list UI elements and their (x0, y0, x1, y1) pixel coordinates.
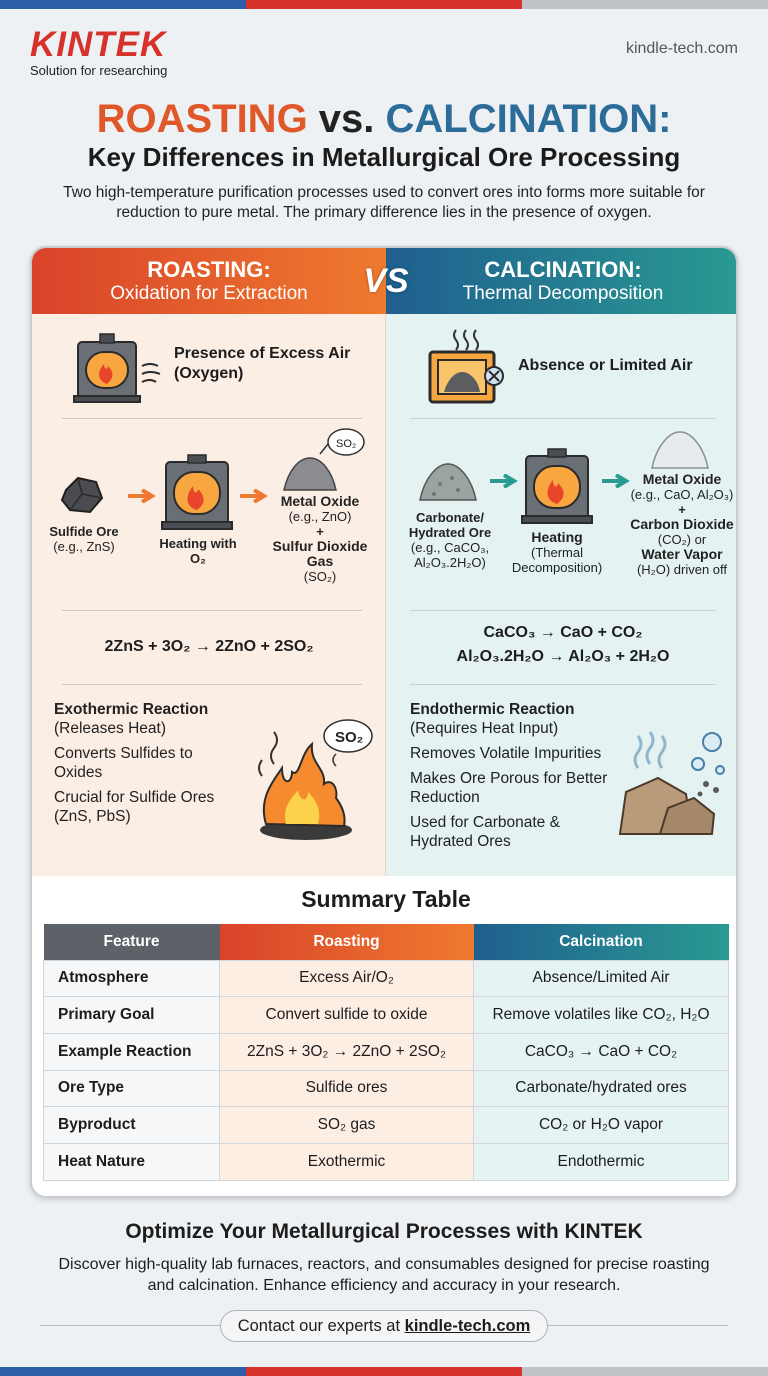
roasting-condition: Presence of Excess Air (Oxygen) (174, 345, 351, 382)
title-vs: vs. (307, 97, 386, 141)
roasting-subheading: Oxidation for Extraction (110, 283, 308, 304)
calcination-input (400, 510, 500, 570)
table-row: Ore Type Sulfide ores Carbonate/hydrated ores (44, 1070, 729, 1107)
col-calcination: Calcination (474, 924, 729, 960)
roasting-output2-example: (SO₂) (303, 569, 337, 584)
roasting-input-label: Sulfide Ore (49, 524, 119, 539)
calcination-equation-1: CaCO₃ → CaO + CO₂ (483, 624, 643, 641)
site-url[interactable]: kindle-tech.com (625, 40, 738, 57)
calcination-bullet-0: Endothermic Reaction (Requires Heat Input) (410, 701, 575, 737)
calcination-output2-label: Carbon Dioxide (630, 516, 734, 532)
calcination-bullet-3: Used for Carbonate & Hydrated Ores (410, 814, 560, 850)
roasting-bullet-1: Converts Sulfides to Oxides (54, 745, 193, 781)
roasting-header (32, 248, 386, 314)
sulfide-ore-icon (60, 474, 104, 516)
calcination-output2-mid: (CO₂) or (657, 532, 707, 547)
table-row: Byproduct SO₂ gas CO₂ or H₂O vapor (44, 1107, 729, 1144)
brand-name: KINTEK (30, 25, 167, 64)
table-row: Example Reaction 2ZnS + 3O₂ → 2ZnO + 2SO₂ CaCO₃ → CaO + CO₂ (44, 1033, 729, 1070)
calcination-process-example: (Thermal Decomposition) (511, 545, 603, 575)
roasting-column (32, 314, 386, 876)
contact-button[interactable] (220, 1310, 548, 1342)
calcination-output1-example: (e.g., CaO, Al₂O₃) (630, 487, 734, 502)
calcination-output2-example: (H₂O) driven off (636, 562, 728, 577)
calcination-output2-label-b: Water Vapor (641, 546, 723, 562)
roasting-output1-example: (e.g., ZnO) (288, 509, 352, 524)
cta-body: Discover high-quality lab furnaces, reactors, and consumables designed for precise roasting and calcination. Enhance efficiency and accuracy in your research. (58, 1256, 710, 1294)
arrow-right-icon (490, 474, 520, 488)
calcination-equation-2: Al₂O₃.2H₂O → Al₂O₃ + 2H₂O (456, 648, 670, 665)
page-title (0, 96, 768, 142)
bottom-accent-bar (0, 1367, 768, 1376)
table-row: Heat Nature Exothermic Endothermic (44, 1143, 729, 1180)
roasting-input (38, 524, 130, 554)
calcination-condition: Absence or Limited Air (518, 357, 693, 374)
title-calcination: CALCINATION: (385, 97, 672, 141)
intro-text: Two high-temperature purification processes used to convert ores into forms more suitable for reduction to pure metal. The primary difference lies in the presence of oxygen. (63, 184, 705, 221)
carbonate-ore-icon (416, 460, 480, 502)
furnace-icon (160, 454, 234, 532)
calcination-output1-label: Metal Oxide (642, 471, 722, 487)
calcination-bullet-1: Removes Volatile Impurities (410, 745, 602, 762)
col-feature: Feature (44, 924, 220, 960)
roasting-plus: + (316, 524, 324, 539)
roasting-equation: 2ZnS + 3O₂ → 2ZnO + 2SO₂ (104, 638, 314, 655)
calcination-header (386, 248, 738, 314)
kintek-logo[interactable] (30, 25, 168, 78)
so2-bubble-label: SO₂ (336, 438, 357, 450)
roasting-bullet-2: Crucial for Sulfide Ores (ZnS, PbS) (54, 789, 215, 825)
steam-rock-icon (616, 718, 732, 838)
summary-header-row (44, 924, 729, 960)
contact-prefix: Contact our experts at (237, 1317, 405, 1335)
furnace-air-icon (72, 332, 164, 406)
col-roasting: Roasting (220, 924, 474, 960)
summary-table (43, 924, 729, 1181)
page-subtitle: Key Differences in Metallurgical Ore Processing (87, 142, 681, 172)
roasting-output2-label: Sulfur Dioxide Gas (272, 538, 368, 569)
roasting-input-example: (e.g., ZnS) (53, 539, 115, 554)
calcination-bullet-2: Makes Ore Porous for Better Reduction (410, 770, 608, 806)
calcination-column (386, 314, 738, 876)
summary-title: Summary Table (301, 886, 471, 912)
cta-title: Optimize Your Metallurgical Processes with KINTEK (125, 1220, 643, 1243)
arrow-right-icon (128, 489, 158, 503)
brand-tagline: Solution for researching (30, 63, 168, 78)
roasting-bullet-0: Exothermic Reaction (Releases Heat) (54, 701, 209, 737)
calcination-bullets (410, 700, 620, 857)
title-roasting: ROASTING (96, 97, 308, 141)
fire-gas-icon (246, 714, 376, 844)
calcination-input-example: (e.g., CaCO₃, Al₂O₃.2H₂O) (410, 540, 490, 570)
furnace-no-air-icon (426, 326, 510, 408)
roasting-output1-label: Metal Oxide (280, 493, 360, 509)
contact-link[interactable]: kindle-tech.com (404, 1317, 531, 1335)
comparison-card (30, 246, 738, 1198)
furnace-icon (520, 448, 594, 526)
roasting-process-label: Heating with O₂ (159, 536, 237, 566)
roasting-bullets (54, 700, 234, 832)
roasting-heading: ROASTING: (147, 257, 271, 282)
roasting-outputs (258, 494, 382, 584)
table-row: Primary Goal Convert sulfide to oxide Remove volatiles like CO₂, H₂O (44, 997, 729, 1034)
top-accent-bar (0, 0, 768, 9)
vs-badge: VS (363, 262, 409, 300)
so2-bubble-label: SO₂ (335, 729, 364, 746)
calcination-subheading: Thermal Decomposition (462, 283, 664, 304)
calcination-heading: CALCINATION: (484, 257, 642, 282)
calcination-input-label: Carbonate/ Hydrated Ore (408, 510, 492, 540)
calcination-outputs (624, 472, 738, 577)
calcination-plus: + (678, 502, 686, 517)
calcination-process-label: Heating (531, 529, 583, 545)
table-row: Atmosphere Excess Air/O₂ Absence/Limited Air (44, 960, 729, 997)
metal-oxide-gas-icon (276, 422, 366, 492)
metal-oxide-powder-icon (648, 428, 712, 470)
calcination-process (504, 530, 610, 575)
